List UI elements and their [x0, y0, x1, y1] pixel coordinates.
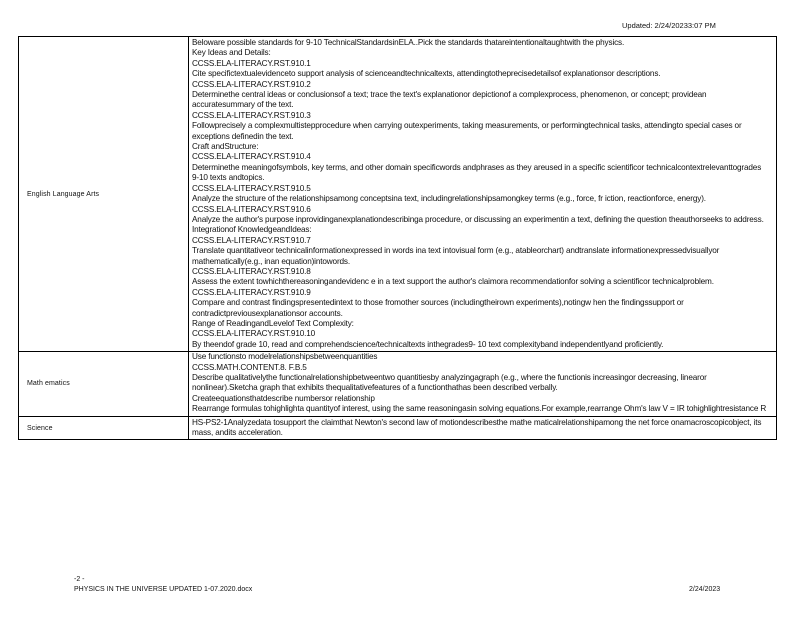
table-row-math: [19, 352, 777, 416]
table-row-science: [19, 416, 777, 440]
table-row-ela: [19, 37, 777, 352]
footer-date: 2/24/2023: [689, 586, 721, 593]
standard-line: CCSS.ELA-LITERACY.RST.910.2: [192, 79, 311, 89]
standard-line: CCSS.ELA-LITERACY.RST.910.6: [192, 204, 311, 214]
standard-line: Craft andStructure:: [192, 142, 259, 152]
standards-table: [18, 36, 777, 440]
standard-line: Range of ReadingandLevelof Text Complexity:: [192, 318, 354, 328]
standard-line: Analyze the structure of the relationshipsamong conceptsina text, includingrelationshipsamongkey terms (e.g., force, fr iction, reactionforce, energy).: [192, 194, 706, 204]
standard-line: CCSS.ELA-LITERACY.RST.910.9: [192, 287, 311, 297]
standards-cell-math: [189, 352, 777, 416]
standard-line: Use functionsto modelrelationshipsbetweenquantities: [192, 352, 378, 362]
standards-cell-science: [189, 416, 777, 440]
standard-line: CCSS.ELA-LITERACY.RST.910.4: [192, 152, 311, 162]
standard-line: CCSS.ELA-LITERACY.RST.910.3: [192, 110, 311, 120]
footer-page-number: -2 -: [74, 576, 85, 583]
standard-line: Createequationsthatdescribe numbersor relationship: [192, 393, 375, 403]
standard-line: CCSS.ELA-LITERACY.RST.910.10: [192, 329, 316, 339]
standard-line: Cite specifictextualevidenceto support analysis of scienceandtechnicaltexts, attendingtotheprecisedetailsof explanationsor descriptions.: [192, 69, 661, 79]
standard-line: By theendof grade 10, read and comprehendscience/technicaltexts inthegrades9- 10 text complexityband independentlyand proficiently.: [192, 339, 664, 349]
standard-line: CCSS.MATH.CONTENT.8. F.B.5: [192, 362, 307, 372]
subject-cell-ela: English Language Arts: [19, 37, 189, 352]
updated-timestamp: Updated: 2/24/20233:07 PM: [622, 21, 716, 30]
standard-line: Key Ideas and Details:: [192, 48, 271, 58]
subject-cell-science: Science: [19, 416, 189, 440]
footer-document-name: PHYSICS IN THE UNIVERSE UPDATED 1-07.2020.docx: [74, 586, 253, 593]
standard-line: Assess the extent towhichthereasoningandevidenc e in a text support the author's claimora recommendationfor solving a scientificor technicalproblem.: [192, 277, 714, 287]
standard-line: Analyze the author's purpose inprovidinganexplanationdescribinga procedure, or discussing an experimentin a text, defining the question theauthorseeks to address.: [192, 214, 764, 224]
standard-line: CCSS.ELA-LITERACY.RST.910.1: [192, 58, 311, 68]
standard-line: CCSS.ELA-LITERACY.RST.910.5: [192, 183, 311, 193]
standard-line: CCSS.ELA-LITERACY.RST.910.8: [192, 266, 311, 276]
standard-line: Determinethe central ideas or conclusionsof a text; trace the text's explanationor depictionof a complexprocess, phenomenon, or concept; providean accuratesummary of the text.: [192, 90, 707, 110]
standard-line: Followprecisely a complexmultistepprocedure when carrying outexperiments, taking measurements, or performingtechnical tasks, attendingto special cases or exceptions definedin the text.: [192, 121, 742, 141]
standard-line: Beloware possible standards for 9-10 TechnicalStandardsinELA..Pick the standards thatareintentionaltaughtwith the physics.: [192, 38, 625, 47]
standard-line: Rearrange formulas tohighlighta quantityof interest, using the same reasoningasin solving equations.For example,rearrange Ohm's law V = IR tohighlightresistance R: [192, 404, 767, 414]
standards-cell-ela: [189, 37, 777, 352]
standard-line: HS-PS2-1Analyzedata tosupport the claimthat Newton's second law of motiondescribesthe mathe maticalrelationshipamong the net force onamacroscopicobject, its mass, andits acceleration.: [192, 417, 762, 438]
standard-line: Determinethe meaningofsymbols, key terms, and other domain specificwords andphrases as they areused in a specific scientificor technicalcontextrelevanttogrades 9-10 texts andtopics.: [192, 162, 762, 183]
standard-line: Compare and contrast findingspresentedintext to those fromother sources (includingtheirown experiments),notingw hen the findingssupport or contradictpreviousexplanationsor accounts.: [192, 298, 684, 318]
standard-line: Describe qualitativelythe functionalrelationshipbetweentwo quantitiesby analyzingagraph (e.g., where the functionis increasingor decreasing, linearor nonlinear).Sketcha graph that exhibits thequalitativefeatures of a functionthathas been described verbally.: [192, 373, 707, 393]
standard-line: Translate quantitativeor technicalinformationexpressed in words ina text intovisual form (e.g., atableorchart) andtranslate informationexpressedvisuallyor mathematically(e.g., inan equation)intowords.: [192, 246, 720, 266]
standard-line: CCSS.ELA-LITERACY.RST.910.7: [192, 235, 311, 245]
subject-cell-math: Math ematics: [19, 352, 189, 416]
standard-line: Integrationof KnowledgeandIdeas:: [192, 225, 312, 235]
